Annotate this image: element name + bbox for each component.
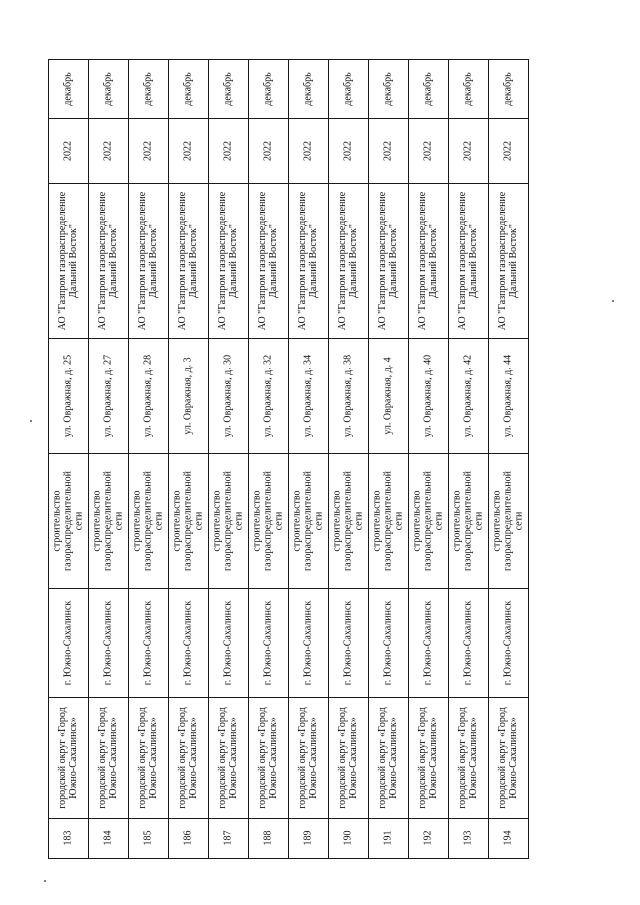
table-cell-address <box>408 338 448 453</box>
cell-text-organization: АО "Газпром газораспределение Дальний Восток" <box>337 191 359 330</box>
cell-text-year: 2022 <box>462 140 474 161</box>
cell-text-month: декабрь <box>382 71 394 106</box>
cell-text-address: ул. Овражная, д. 25 <box>62 354 74 437</box>
table-cell-month <box>248 59 288 118</box>
cell-text-year: 2022 <box>222 140 234 161</box>
cell-text-settlement: г. Южно-Сахалинск <box>102 600 114 685</box>
cell-text-organization: АО "Газпром газораспределение Дальний Восток" <box>497 191 519 330</box>
cell-text-work: строительство газораспределительной сети <box>131 470 165 571</box>
table-cell-settlement <box>408 588 448 697</box>
cell-text-month: декабрь <box>222 71 234 106</box>
table-cell-organization <box>448 183 488 338</box>
cell-text-municipality: городской округ «Город Южно-Сахалинск» <box>97 706 119 809</box>
table-cell-year <box>128 118 168 183</box>
table-cell-municipality <box>128 697 168 818</box>
cell-text-work: строительство газораспределительной сети <box>91 470 125 571</box>
cell-text-municipality: городской округ «Город Южно-Сахалинск» <box>457 706 479 809</box>
scan-speck <box>30 420 32 422</box>
cell-text-address: ул. Овражная, д. 42 <box>462 354 474 437</box>
cell-text-municipality: городской округ «Город Южно-Сахалинск» <box>217 706 239 809</box>
cell-text-settlement: г. Южно-Сахалинск <box>422 600 434 685</box>
table-cell-num <box>368 818 408 858</box>
table-cell-month <box>448 59 488 118</box>
cell-text-municipality: городской округ «Город Южно-Сахалинск» <box>57 706 79 809</box>
cell-text-settlement: г. Южно-Сахалинск <box>302 600 314 685</box>
cell-text-num: 193 <box>462 830 474 846</box>
table-cell-municipality <box>408 697 448 818</box>
cell-text-organization: АО "Газпром газораспределение Дальний Восток" <box>257 191 279 330</box>
table-cell-year <box>288 118 328 183</box>
table-cell-address <box>168 338 208 453</box>
cell-text-address: ул. Овражная, д. 28 <box>142 354 154 437</box>
table-cell-num <box>48 818 88 858</box>
table-cell-settlement <box>48 588 88 697</box>
scan-speck <box>44 880 46 882</box>
table-cell-num <box>248 818 288 858</box>
table-cell-work <box>448 453 488 588</box>
table-cell-municipality <box>208 697 248 818</box>
table-cell-address <box>208 338 248 453</box>
table-cell-settlement <box>248 588 288 697</box>
cell-text-address: ул. Овражная, д. 34 <box>302 354 314 437</box>
cell-text-organization: АО "Газпром газораспределение Дальний Восток" <box>297 191 319 330</box>
cell-text-work: строительство газораспределительной сети <box>491 470 525 571</box>
table-cell-work <box>368 453 408 588</box>
cell-text-work: строительство газораспределительной сети <box>371 470 405 571</box>
table-cell-address <box>48 338 88 453</box>
cell-text-settlement: г. Южно-Сахалинск <box>502 600 514 685</box>
cell-text-address: ул. Овражная, д. 4 <box>382 356 394 435</box>
cell-text-year: 2022 <box>502 140 514 161</box>
table-cell-year <box>328 118 368 183</box>
table-cell-address <box>488 338 528 453</box>
cell-text-settlement: г. Южно-Сахалинск <box>62 600 74 685</box>
table-cell-num <box>408 818 448 858</box>
table-cell-municipality <box>288 697 328 818</box>
cell-text-municipality: городской округ «Город Южно-Сахалинск» <box>377 706 399 809</box>
table-cell-month <box>128 59 168 118</box>
table-cell-municipality <box>248 697 288 818</box>
cell-text-month: декабрь <box>302 71 314 106</box>
cell-text-municipality: городской округ «Город Южно-Сахалинск» <box>137 706 159 809</box>
table-cell-address <box>88 338 128 453</box>
cell-text-work: строительство газораспределительной сети <box>451 470 485 571</box>
cell-text-organization: АО "Газпром газораспределение Дальний Восток" <box>97 191 119 330</box>
table-cell-address <box>448 338 488 453</box>
cell-text-work: строительство газораспределительной сети <box>411 470 445 571</box>
table-cell-address <box>368 338 408 453</box>
table-cell-organization <box>408 183 448 338</box>
cell-text-month: декабрь <box>182 71 194 106</box>
table-cell-settlement <box>88 588 128 697</box>
cell-text-settlement: г. Южно-Сахалинск <box>142 600 154 685</box>
cell-text-organization: АО "Газпром газораспределение Дальний Восток" <box>457 191 479 330</box>
cell-text-organization: АО "Газпром газораспределение Дальний Восток" <box>137 191 159 330</box>
cell-text-num: 186 <box>182 830 194 846</box>
table-cell-year <box>448 118 488 183</box>
table-cell-work <box>128 453 168 588</box>
cell-text-num: 183 <box>62 830 74 846</box>
cell-text-address: ул. Овражная, д. 3 <box>182 356 194 435</box>
cell-text-month: декабрь <box>262 71 274 106</box>
cell-text-num: 185 <box>142 830 154 846</box>
table-cell-organization <box>128 183 168 338</box>
cell-text-address: ул. Овражная, д. 27 <box>102 354 114 437</box>
cell-text-work: строительство газораспределительной сети <box>211 470 245 571</box>
table-cell-settlement <box>368 588 408 697</box>
table-cell-work <box>328 453 368 588</box>
table-cell-month <box>88 59 128 118</box>
cell-text-work: строительство газораспределительной сети <box>171 470 205 571</box>
table-cell-settlement <box>288 588 328 697</box>
cell-text-settlement: г. Южно-Сахалинск <box>382 600 394 685</box>
cell-text-year: 2022 <box>102 140 114 161</box>
table-cell-organization <box>328 183 368 338</box>
table-cell-month <box>208 59 248 118</box>
table-cell-organization <box>248 183 288 338</box>
cell-text-num: 187 <box>222 830 234 846</box>
cell-text-settlement: г. Южно-Сахалинск <box>182 600 194 685</box>
table-cell-municipality <box>168 697 208 818</box>
cell-text-num: 188 <box>262 830 274 846</box>
cell-text-year: 2022 <box>382 140 394 161</box>
cell-text-year: 2022 <box>262 140 274 161</box>
cell-text-organization: АО "Газпром газораспределение Дальний Восток" <box>57 191 79 330</box>
table-cell-work <box>48 453 88 588</box>
cell-text-work: строительство газораспределительной сети <box>331 470 365 571</box>
cell-text-address: ул. Овражная, д. 30 <box>222 354 234 437</box>
cell-text-num: 194 <box>502 830 514 846</box>
table-cell-num <box>168 818 208 858</box>
cell-text-municipality: городской округ «Город Южно-Сахалинск» <box>497 706 519 809</box>
cell-text-organization: АО "Газпром газораспределение Дальний Восток" <box>417 191 439 330</box>
table-cell-organization <box>288 183 328 338</box>
cell-text-address: ул. Овражная, д. 38 <box>342 354 354 437</box>
table-cell-num <box>88 818 128 858</box>
table-cell-month <box>168 59 208 118</box>
cell-text-address: ул. Овражная, д. 40 <box>422 354 434 437</box>
table-cell-year <box>488 118 528 183</box>
table-cell-municipality <box>368 697 408 818</box>
cell-text-year: 2022 <box>182 140 194 161</box>
table-cell-month <box>48 59 88 118</box>
cell-text-month: декабрь <box>422 71 434 106</box>
cell-text-address: ул. Овражная, д. 32 <box>262 354 274 437</box>
cell-text-work: строительство газораспределительной сети <box>51 470 85 571</box>
scan-speck <box>612 300 614 302</box>
table-cell-municipality <box>488 697 528 818</box>
table-cell-organization <box>88 183 128 338</box>
table-cell-num <box>208 818 248 858</box>
cell-text-month: декабрь <box>502 71 514 106</box>
table-cell-year <box>88 118 128 183</box>
table-cell-num <box>448 818 488 858</box>
table-cell-num <box>128 818 168 858</box>
cell-text-year: 2022 <box>342 140 354 161</box>
cell-text-year: 2022 <box>422 140 434 161</box>
table-border-vertical <box>528 59 529 859</box>
cell-text-month: декабрь <box>62 71 74 106</box>
table-cell-organization <box>208 183 248 338</box>
cell-text-work: строительство газораспределительной сети <box>251 470 285 571</box>
cell-text-organization: АО "Газпром газораспределение Дальний Восток" <box>177 191 199 330</box>
table-cell-year <box>208 118 248 183</box>
table-cell-month <box>408 59 448 118</box>
table-cell-work <box>88 453 128 588</box>
table-cell-work <box>168 453 208 588</box>
cell-text-settlement: г. Южно-Сахалинск <box>262 600 274 685</box>
cell-text-municipality: городской округ «Город Южно-Сахалинск» <box>297 706 319 809</box>
table-cell-municipality <box>448 697 488 818</box>
table-cell-num <box>328 818 368 858</box>
table-cell-address <box>128 338 168 453</box>
cell-text-year: 2022 <box>62 140 74 161</box>
cell-text-settlement: г. Южно-Сахалинск <box>222 600 234 685</box>
cell-text-organization: АО "Газпром газораспределение Дальний Восток" <box>377 191 399 330</box>
table-cell-organization <box>488 183 528 338</box>
table-cell-num <box>488 818 528 858</box>
table-cell-organization <box>48 183 88 338</box>
table-cell-settlement <box>128 588 168 697</box>
table-cell-municipality <box>88 697 128 818</box>
cell-text-municipality: городской округ «Город Южно-Сахалинск» <box>177 706 199 809</box>
table-cell-work <box>408 453 448 588</box>
cell-text-month: декабрь <box>142 71 154 106</box>
table-cell-month <box>288 59 328 118</box>
cell-text-year: 2022 <box>302 140 314 161</box>
cell-text-month: декабрь <box>102 71 114 106</box>
cell-text-organization: АО "Газпром газораспределение Дальний Восток" <box>217 191 239 330</box>
table-cell-organization <box>368 183 408 338</box>
table-cell-year <box>368 118 408 183</box>
table-cell-municipality <box>328 697 368 818</box>
cell-text-num: 190 <box>342 830 354 846</box>
table-cell-month <box>488 59 528 118</box>
cell-text-municipality: городской округ «Город Южно-Сахалинск» <box>417 706 439 809</box>
table-cell-address <box>288 338 328 453</box>
table-cell-year <box>408 118 448 183</box>
cell-text-num: 192 <box>422 830 434 846</box>
table-cell-work <box>488 453 528 588</box>
table-cell-num <box>288 818 328 858</box>
table-cell-address <box>248 338 288 453</box>
cell-text-settlement: г. Южно-Сахалинск <box>342 600 354 685</box>
cell-text-month: декабрь <box>462 71 474 106</box>
table-cell-organization <box>168 183 208 338</box>
cell-text-num: 191 <box>382 830 394 846</box>
table-cell-work <box>288 453 328 588</box>
table-cell-settlement <box>168 588 208 697</box>
cell-text-num: 184 <box>102 830 114 846</box>
table-cell-address <box>328 338 368 453</box>
table-cell-settlement <box>208 588 248 697</box>
table-cell-work <box>208 453 248 588</box>
table-cell-settlement <box>328 588 368 697</box>
table-cell-municipality <box>48 697 88 818</box>
cell-text-address: ул. Овражная, д. 44 <box>502 354 514 437</box>
cell-text-year: 2022 <box>142 140 154 161</box>
cell-text-work: строительство газораспределительной сети <box>291 470 325 571</box>
cell-text-municipality: городской округ «Город Южно-Сахалинск» <box>337 706 359 809</box>
table-cell-year <box>248 118 288 183</box>
table-cell-settlement <box>448 588 488 697</box>
table-cell-settlement <box>488 588 528 697</box>
cell-text-municipality: городской округ «Город Южно-Сахалинск» <box>257 706 279 809</box>
table-cell-year <box>48 118 88 183</box>
table-cell-work <box>248 453 288 588</box>
table-cell-year <box>168 118 208 183</box>
cell-text-settlement: г. Южно-Сахалинск <box>462 600 474 685</box>
cell-text-month: декабрь <box>342 71 354 106</box>
cell-text-num: 189 <box>302 830 314 846</box>
table-cell-month <box>328 59 368 118</box>
table-cell-month <box>368 59 408 118</box>
